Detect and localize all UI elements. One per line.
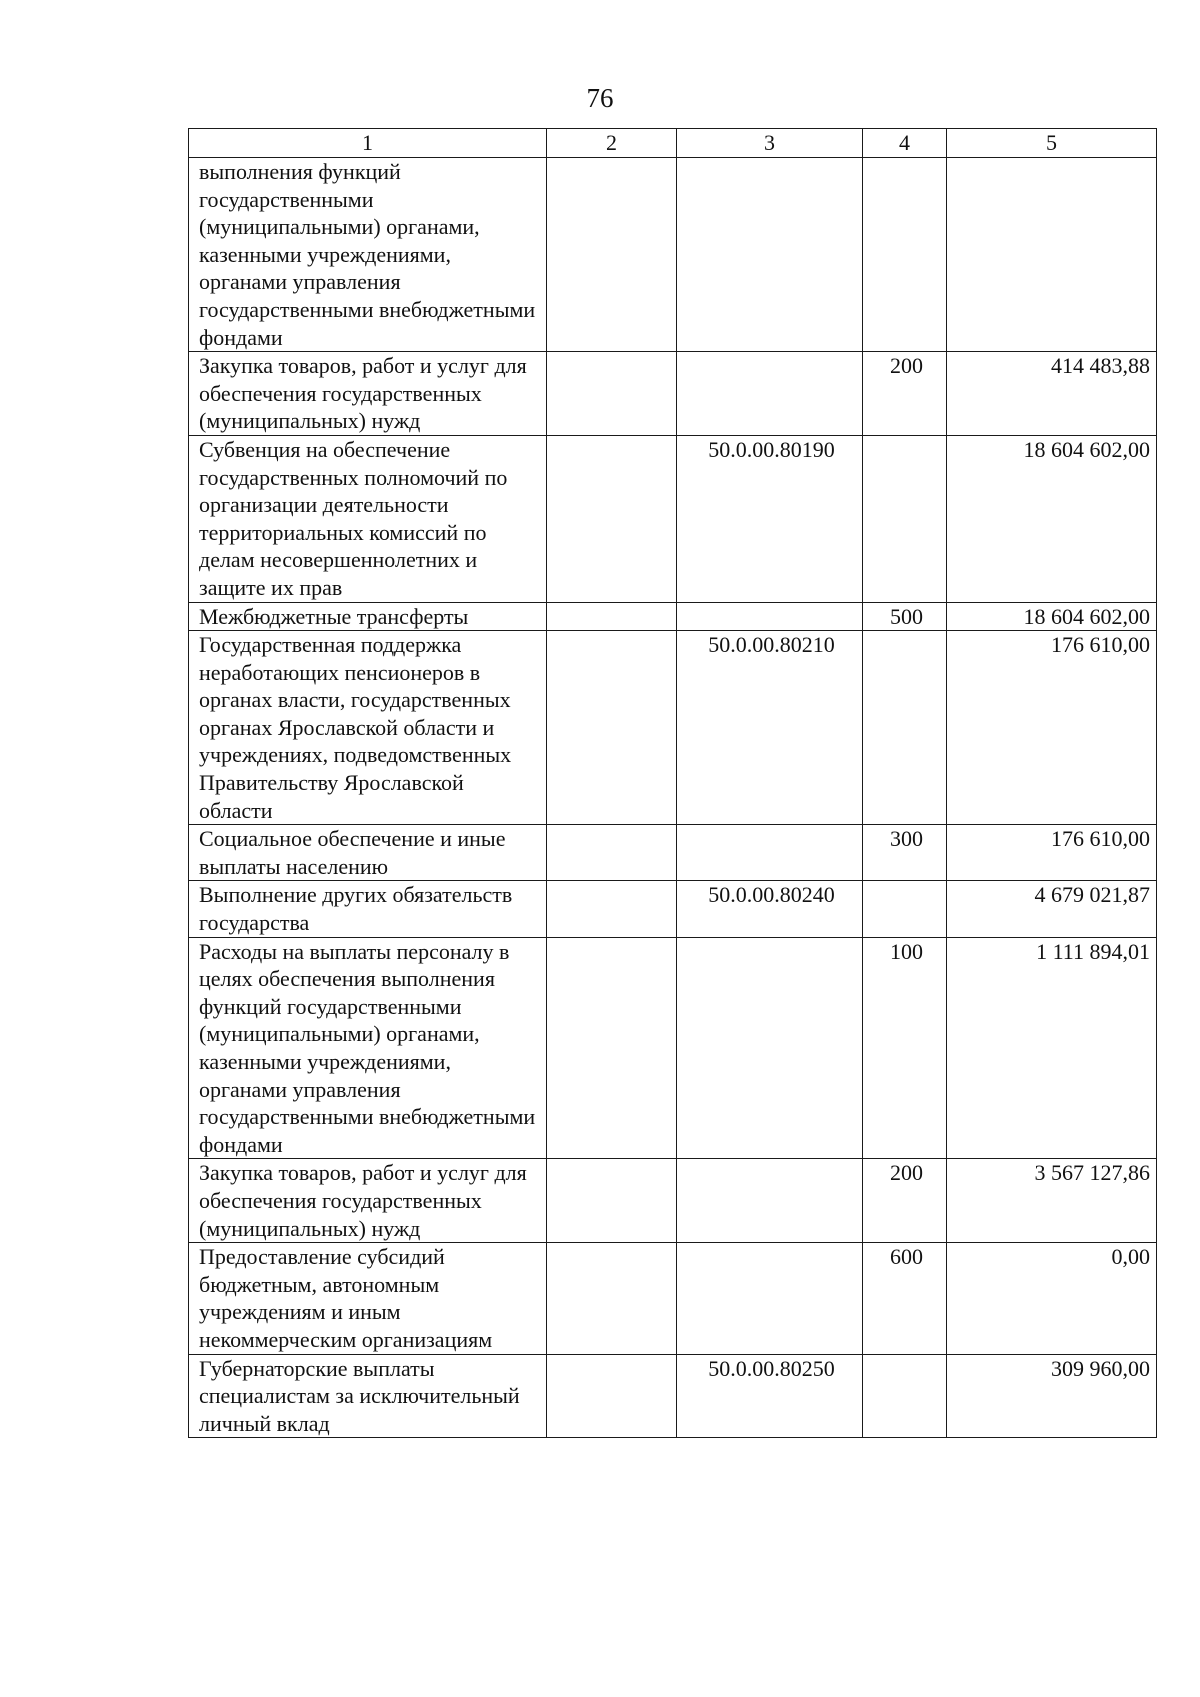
row-name-cell: Межбюджетные трансферты xyxy=(189,602,547,631)
table-row xyxy=(189,825,1157,881)
table-row xyxy=(189,435,1157,602)
row-kind-cell: 300 xyxy=(863,825,947,881)
table-row xyxy=(189,1243,1157,1354)
row-amount-cell: 309 960,00 xyxy=(947,1354,1157,1438)
row-amount-cell: 176 610,00 xyxy=(947,631,1157,825)
row-col2-cell xyxy=(547,631,677,825)
page-number: 76 xyxy=(586,83,614,113)
row-name-cell: Субвенция на обеспечение государственных полномочий по организации деятельности территориальных комиссий по делам несовершеннолетних и защите их прав xyxy=(189,435,547,602)
row-col2-cell xyxy=(547,937,677,1159)
row-code-cell xyxy=(677,602,863,631)
row-code-cell xyxy=(677,1243,863,1354)
table-row xyxy=(189,602,1157,631)
row-code-cell xyxy=(677,937,863,1159)
row-amount-cell: 1 111 894,01 xyxy=(947,937,1157,1159)
row-name-cell: Закупка товаров, работ и услуг для обеспечения государственных (муниципальных) нужд xyxy=(189,1159,547,1243)
row-name-cell: Предоставление субсидий бюджетным, автономным учреждениям и иным некоммерческим организациям xyxy=(189,1243,547,1354)
row-amount-cell: 18 604 602,00 xyxy=(947,435,1157,602)
row-col2-cell xyxy=(547,435,677,602)
column-header-2: 2 xyxy=(547,129,677,158)
row-amount-cell: 3 567 127,86 xyxy=(947,1159,1157,1243)
row-col2-cell xyxy=(547,352,677,436)
row-col2-cell xyxy=(547,602,677,631)
table-header xyxy=(189,129,1157,158)
row-kind-cell xyxy=(863,435,947,602)
row-amount-cell: 18 604 602,00 xyxy=(947,602,1157,631)
table-row xyxy=(189,937,1157,1159)
column-header-5: 5 xyxy=(947,129,1157,158)
table-row xyxy=(189,631,1157,825)
row-code-cell: 50.0.00.80240 xyxy=(677,881,863,937)
row-code-cell xyxy=(677,352,863,436)
column-header-1: 1 xyxy=(189,129,547,158)
row-name-cell: выполнения функций государственными (муниципальными) органами, казенными учреждениями, органами управления государственными внебюджетными фондами xyxy=(189,158,547,352)
header-row xyxy=(189,129,1157,158)
row-name-cell: Государственная поддержка неработающих пенсионеров в органах власти, государственных органах Ярославской области и учреждениях, подведомственных Правительству Ярославской области xyxy=(189,631,547,825)
row-code-cell xyxy=(677,1159,863,1243)
row-kind-cell xyxy=(863,631,947,825)
row-kind-cell: 600 xyxy=(863,1243,947,1354)
table-row xyxy=(189,1354,1157,1438)
row-col2-cell xyxy=(547,158,677,352)
row-amount-cell: 4 679 021,87 xyxy=(947,881,1157,937)
row-code-cell: 50.0.00.80190 xyxy=(677,435,863,602)
row-code-cell: 50.0.00.80250 xyxy=(677,1354,863,1438)
row-kind-cell xyxy=(863,1354,947,1438)
table-row xyxy=(189,158,1157,352)
row-amount-cell: 176 610,00 xyxy=(947,825,1157,881)
row-name-cell: Социальное обеспечение и иные выплаты населению xyxy=(189,825,547,881)
row-col2-cell xyxy=(547,825,677,881)
row-code-cell xyxy=(677,825,863,881)
row-amount-cell xyxy=(947,158,1157,352)
row-name-cell: Губернаторские выплаты специалистам за исключительный личный вклад xyxy=(189,1354,547,1438)
row-kind-cell: 500 xyxy=(863,602,947,631)
table-row xyxy=(189,1159,1157,1243)
row-amount-cell: 414 483,88 xyxy=(947,352,1157,436)
row-kind-cell: 200 xyxy=(863,352,947,436)
row-col2-cell xyxy=(547,1159,677,1243)
row-col2-cell xyxy=(547,1354,677,1438)
row-kind-cell xyxy=(863,881,947,937)
table-row xyxy=(189,352,1157,436)
row-name-cell: Расходы на выплаты персоналу в целях обеспечения выполнения функций государственными (муниципальными) органами, казенными учреждениями, органами управления государственными внебюджетными фондами xyxy=(189,937,547,1159)
row-name-cell: Выполнение других обязательств государства xyxy=(189,881,547,937)
row-col2-cell xyxy=(547,881,677,937)
row-name-cell: Закупка товаров, работ и услуг для обеспечения государственных (муниципальных) нужд xyxy=(189,352,547,436)
table-row xyxy=(189,881,1157,937)
row-kind-cell: 200 xyxy=(863,1159,947,1243)
row-amount-cell: 0,00 xyxy=(947,1243,1157,1354)
budget-table xyxy=(188,128,1157,1438)
row-code-cell: 50.0.00.80210 xyxy=(677,631,863,825)
row-code-cell xyxy=(677,158,863,352)
column-header-4: 4 xyxy=(863,129,947,158)
column-header-3: 3 xyxy=(677,129,863,158)
row-kind-cell xyxy=(863,158,947,352)
table-body xyxy=(189,158,1157,1438)
row-kind-cell: 100 xyxy=(863,937,947,1159)
row-col2-cell xyxy=(547,1243,677,1354)
